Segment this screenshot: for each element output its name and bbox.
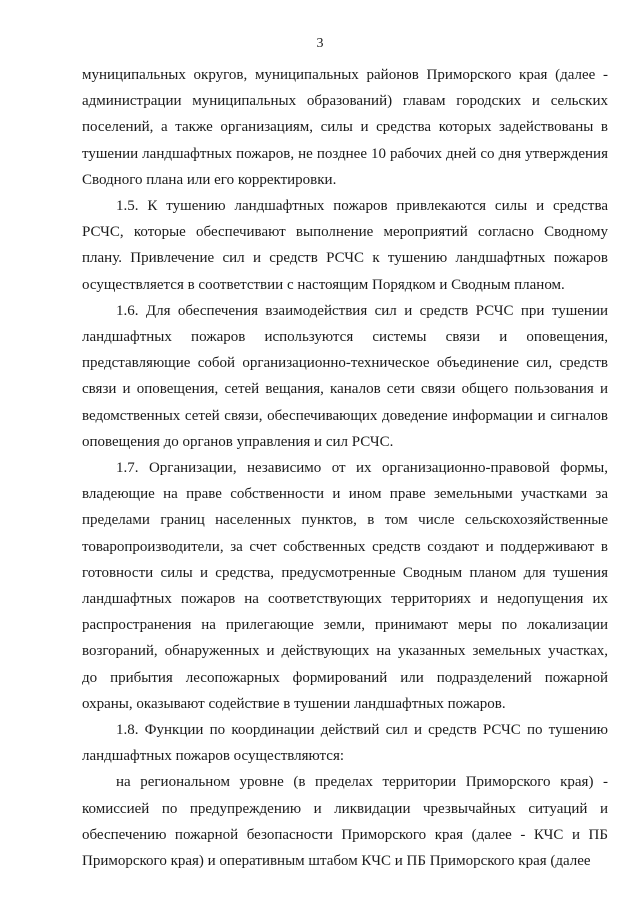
paragraph: [82, 717, 608, 769]
paragraph: [82, 769, 608, 874]
text-line: комиссией по предупреждению и ликвидации чрезвычайных ситуаций и: [82, 800, 608, 817]
text-line: представляющие собой организационно-техническое объединение сил, средств: [82, 355, 608, 372]
paragraph: [82, 62, 608, 193]
text-line: тушении ландшафтных пожаров, не позднее 10 рабочих дней со дня утверждения: [82, 145, 608, 162]
document-body: [82, 62, 608, 874]
text-line: муниципальных округов, муниципальных районов Приморского края (далее -: [82, 67, 608, 83]
text-line: товаропроизводители, за счет собственных средств создают и поддерживают в: [82, 538, 608, 555]
text-line: ландшафтных пожаров используются системы связи и оповещения,: [82, 329, 608, 346]
text-line: ландшафтных пожаров на соответствующих территориях и недопущения их: [82, 591, 608, 608]
text-line: ведомственных сетей связи, обеспечивающих доведение информации и сигналов: [82, 407, 608, 424]
text-line: поселений, а также организациям, силы и средства которых задействованы в: [82, 119, 608, 136]
text-line: до прибытия лесопожарных формирований или подразделений пожарной: [82, 669, 608, 686]
text-line: обеспечению пожарной безопасности Приморского края (далее - КЧС и ПБ: [82, 826, 608, 843]
text-line: связи и оповещения, сетей вещания, каналов сети связи общего пользования и: [82, 381, 608, 398]
text-line: возгораний, обнаруженных и действующих на указанных земельных участках,: [82, 643, 608, 660]
text-line: 1.6. Для обеспечения взаимодействия сил и средств РСЧС при тушении: [116, 302, 608, 319]
text-line: администрации муниципальных образований) главам городских и сельских: [82, 93, 608, 110]
page-number: 3: [316, 36, 324, 51]
text-line: ландшафтных пожаров осуществляются:: [82, 748, 345, 765]
text-line: владеющие на праве собственности и ином праве земельными участками за: [82, 486, 608, 503]
text-line: на региональном уровне (в пределах территории Приморского края) -: [116, 774, 608, 791]
text-line: 1.5. К тушению ландшафтных пожаров привлекаются силы и средства: [116, 198, 608, 215]
text-line: РСЧС, которые обеспечивают выполнение мероприятий согласно Сводному: [82, 224, 608, 241]
text-line: пределами границ населенных пунктов, в том числе сельскохозяйственные: [82, 512, 608, 529]
text-line: 1.7. Организации, независимо от их организационно-правовой формы,: [116, 460, 608, 477]
text-line: распространения на прилегающие земли, принимают меры по локализации: [82, 617, 608, 634]
text-line: охраны, оказывают содействие в тушении ландшафтных пожаров.: [82, 695, 506, 712]
text-line: Приморского края) и оперативным штабом КЧС и ПБ Приморского края (далее: [82, 853, 591, 870]
paragraph: [82, 298, 608, 455]
text-line: оповещения до органов управления и сил РСЧС.: [82, 433, 394, 450]
paragraph: [82, 193, 608, 298]
paragraph: [82, 455, 608, 717]
text-line: осуществляется в соответствии с настоящим Порядком и Сводным планом.: [82, 276, 565, 293]
text-line: готовности силы и средства, предусмотренные Сводным планом для тушения: [82, 564, 608, 581]
text-line: Сводного плана или его корректировки.: [82, 171, 337, 188]
text-line: плану. Привлечение сил и средств РСЧС к тушению ландшафтных пожаров: [82, 250, 608, 267]
text-line: 1.8. Функции по координации действий сил и средств РСЧС по тушению: [116, 722, 608, 739]
